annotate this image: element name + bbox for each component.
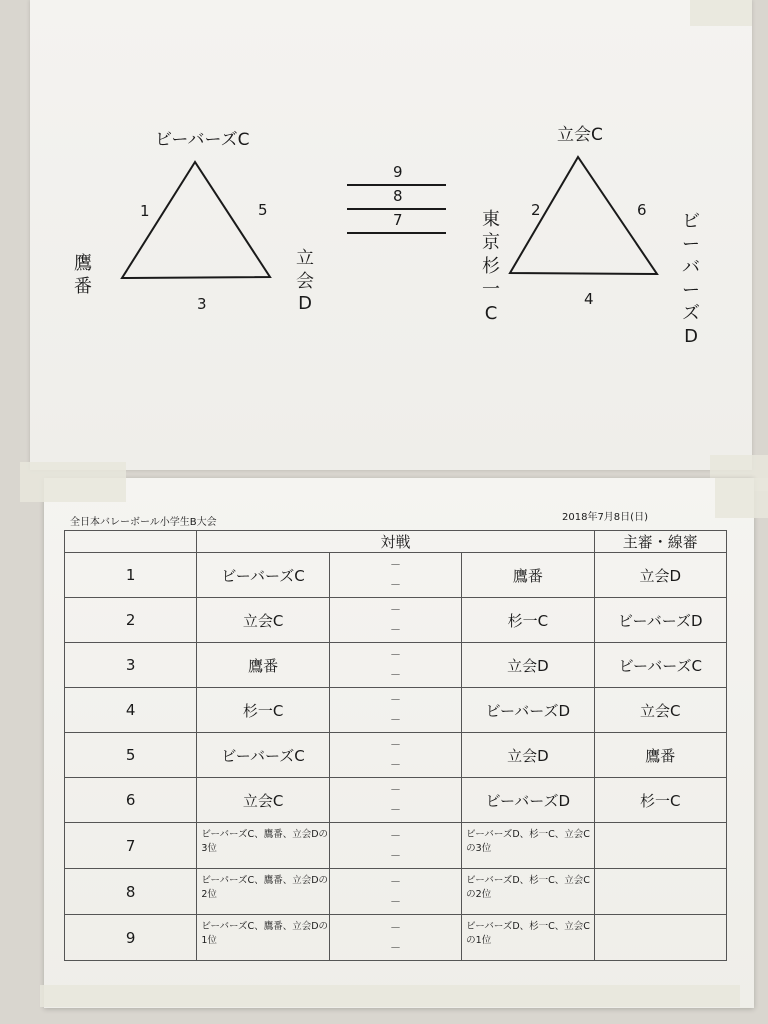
right-bracket-top-team: 立会C bbox=[557, 125, 603, 145]
match-column-header: 対戦 bbox=[197, 531, 594, 553]
table-row: 7 ビーバーズC、鷹番、立会Dの3位 － － ビーバーズD、杉一C、立会Cの3位 bbox=[65, 823, 727, 869]
table-row: 2 立会C － － 杉一C ビーバーズD bbox=[65, 598, 727, 643]
order-number: 8 bbox=[393, 187, 403, 205]
tape-piece bbox=[40, 985, 740, 1007]
table-row: 3 鷹番 － － 立会D ビーバーズC bbox=[65, 643, 727, 688]
order-number: 7 bbox=[393, 211, 403, 229]
tournament-title: 全日本バレーボール小学生B大会 bbox=[70, 517, 217, 528]
order-number: 9 bbox=[393, 163, 403, 181]
edge-number: 6 bbox=[637, 201, 647, 219]
left-bracket-top-team: ビーバーズC bbox=[155, 130, 250, 150]
event-date: 2018年7月8日(日) bbox=[562, 512, 648, 523]
left-bracket-right-team: 立 会 D bbox=[296, 248, 314, 314]
tape-piece bbox=[690, 0, 752, 26]
edge-number: 3 bbox=[197, 295, 207, 313]
edge-number: 2 bbox=[531, 201, 541, 219]
right-bracket-right-team: ビ ー バ ー ズ D bbox=[682, 211, 700, 348]
edge-number: 5 bbox=[258, 201, 268, 219]
edge-number: 1 bbox=[140, 202, 150, 220]
edge-number: 4 bbox=[584, 290, 594, 308]
left-bracket-triangle bbox=[110, 155, 280, 285]
table-row: 8 ビーパーズC、鷹番、立会Dの2位 － － ビーバーズD、杉一C、立会Cの2位 bbox=[65, 869, 727, 915]
right-bracket-left-team: 東 京 杉 一 C bbox=[482, 209, 500, 324]
table-row: 6 立会C － － ビーバーズD 杉一C bbox=[65, 778, 727, 823]
table-row: 5 ビーバーズC － － 立会D 鷹番 bbox=[65, 733, 727, 778]
tape-piece bbox=[20, 462, 126, 502]
table-row: 4 杉一C － － ビーバーズD 立会C bbox=[65, 688, 727, 733]
match-schedule-table bbox=[64, 530, 727, 961]
left-bracket-left-team: 鷹 番 bbox=[74, 253, 92, 297]
table-row: 9 ビーバーズC、鷹番、立会Dの1位 － － ビーバーズD、杉一C、立会Cの1位 bbox=[65, 915, 727, 961]
tape-piece bbox=[715, 478, 768, 518]
table-row: 1 ビーバーズC － － 鷹番 立会D bbox=[65, 553, 727, 598]
referee-column-header: 主審・線審 bbox=[594, 531, 726, 553]
